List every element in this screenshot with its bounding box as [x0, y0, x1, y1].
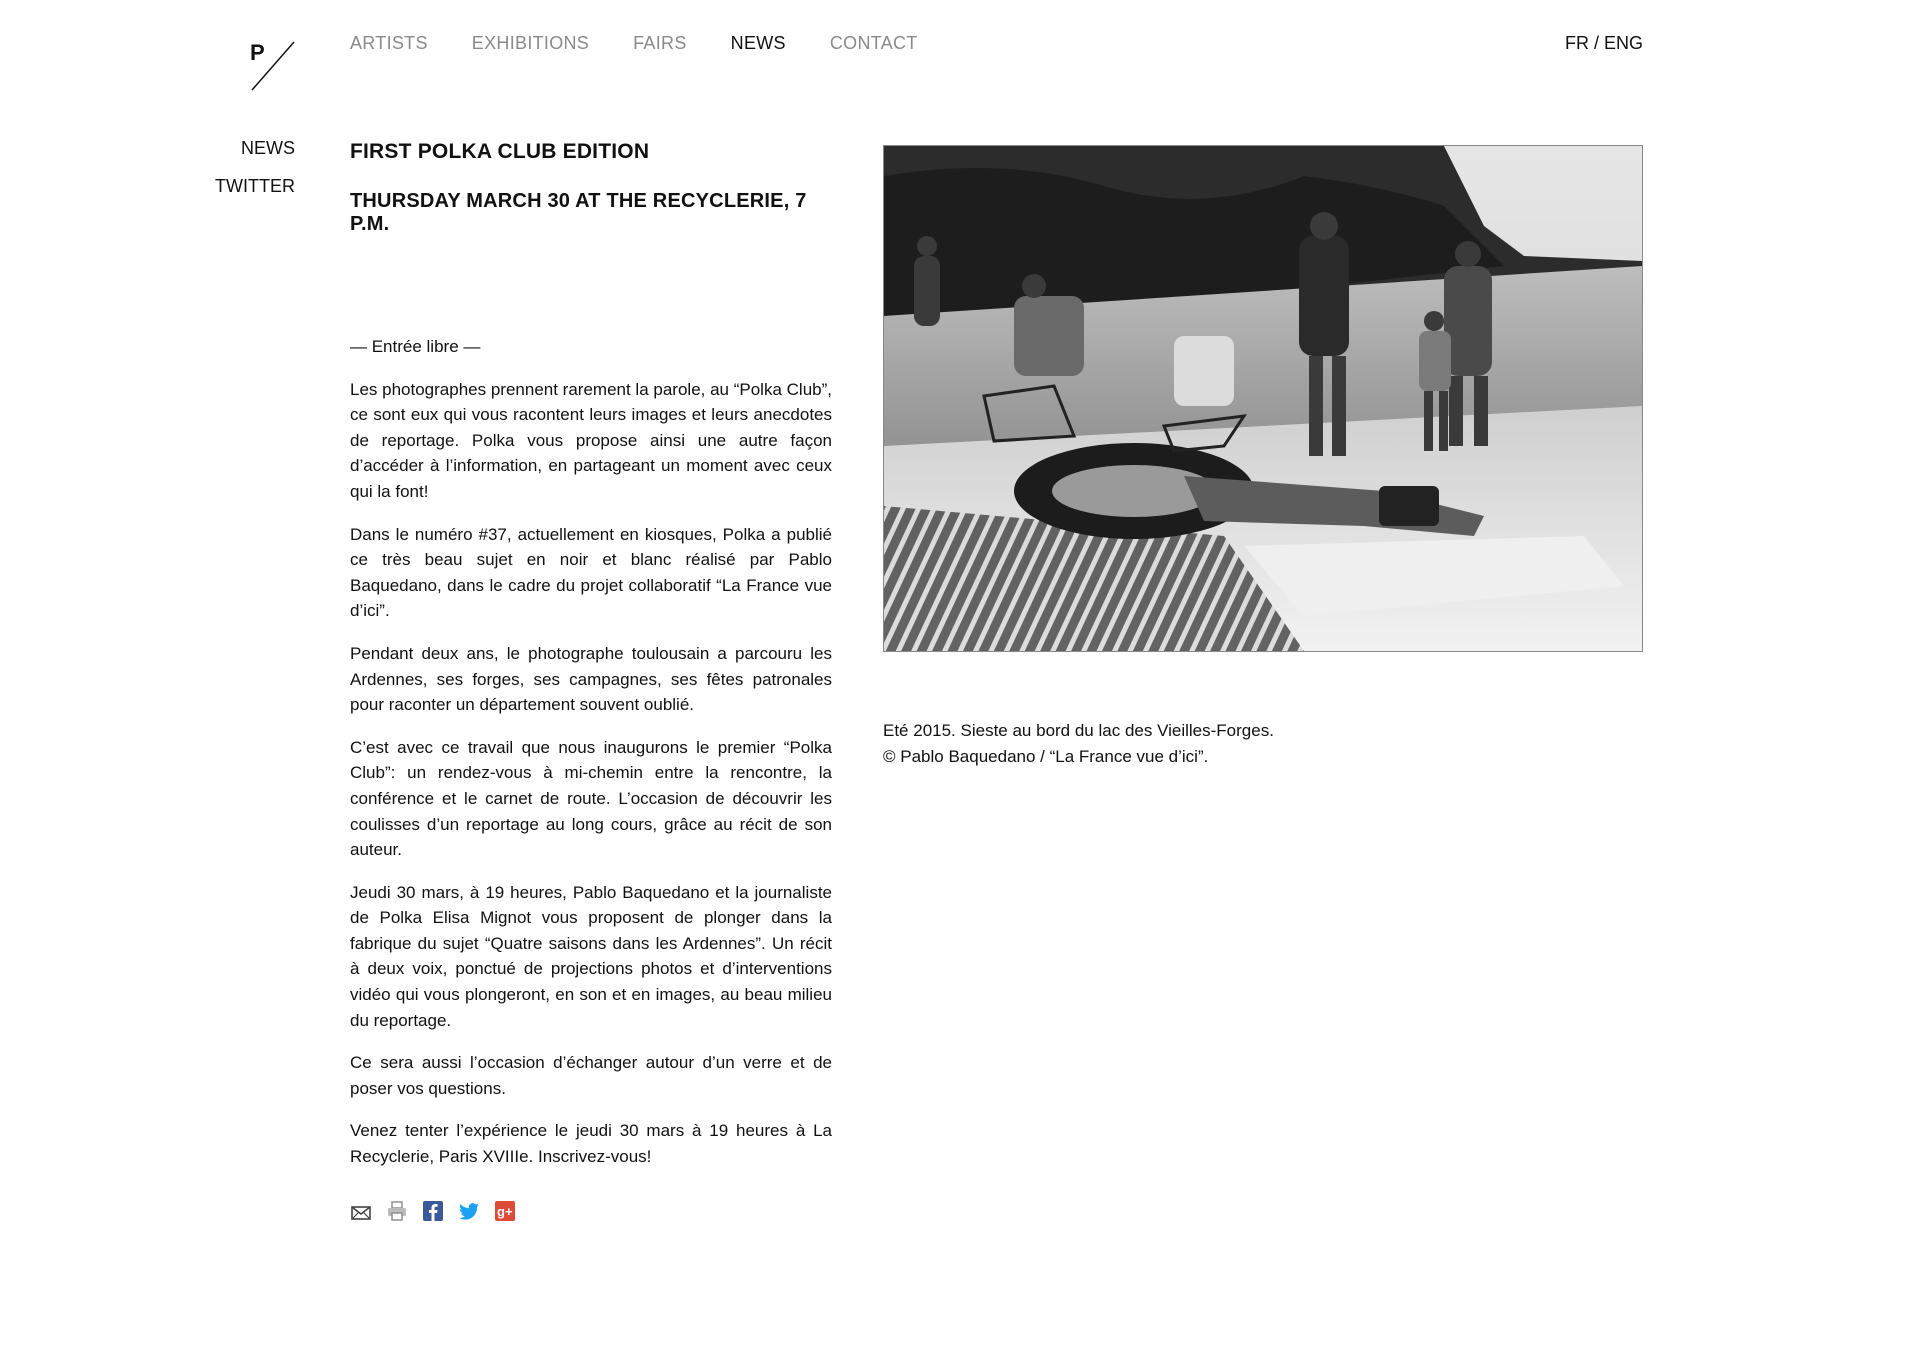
lang-separator: / — [1588, 33, 1604, 53]
email-icon[interactable] — [350, 1200, 372, 1222]
article-paragraph: Ce sera aussi l’occasion d’échanger autour d’un verre et de poser vos questions. — [350, 1053, 832, 1098]
print-icon[interactable] — [386, 1200, 408, 1222]
article-paragraph: Dans le numéro #37, actuellement en kiosques, Polka a publié ce très beau sujet en noir et blanc réalisé par Pablo Baquedano, dans le cadre du projet collaboratif “La France vue d’ici”. — [350, 524, 832, 621]
language-switcher — [1565, 33, 1643, 54]
article-body — [350, 334, 832, 1170]
logo[interactable] — [248, 40, 298, 92]
caption-line-2: © Pablo Baquedano / “La France vue d’ici”. — [883, 746, 1209, 766]
lang-eng[interactable]: ENG — [1603, 33, 1643, 53]
article-paragraph: Jeudi 30 mars, à 19 heures, Pablo Baquedano et la journaliste de Polka Elisa Mignot vous proposent de plonger dans la fabrique du sujet “Quatre saisons dans les Ardennes”. Un récit à deux voix, ponctué de projections photos et d’interventions vidéo qui vous plongeront, en son et en images, au beau milieu du reportage. — [350, 882, 832, 1030]
sidebar — [215, 138, 295, 214]
article-subtitle: THURSDAY MARCH 30 AT THE RECYCLERIE, 7 P.M. — [350, 190, 807, 235]
article-photo[interactable] — [883, 145, 1643, 652]
article-paragraph: — Entrée libre — — [350, 337, 481, 356]
share-bar — [350, 1200, 516, 1222]
facebook-icon[interactable] — [422, 1200, 444, 1222]
nav-contact[interactable]: CONTACT — [829, 33, 918, 53]
sidebar-item-news[interactable]: NEWS — [241, 138, 295, 158]
article-paragraph: Venez tenter l’expérience le jeudi 30 mars à 19 heures à La Recyclerie, Paris XVIIIe. Inscrivez-vous! — [350, 1121, 832, 1167]
caption-line-1: Eté 2015. Sieste au bord du lac des Vieilles-Forges. — [883, 721, 1274, 740]
photo-caption — [883, 718, 1274, 769]
google-plus-icon[interactable] — [494, 1200, 516, 1222]
article-paragraph: C’est avec ce travail que nous inaugurons le premier “Polka Club”: un rendez-vous à mi-chemin entre la rencontre, la conférence et le carnet de route. L’occasion de découvrir les coulisses d’un reportage au long cours, grâce au récit de son auteur. — [350, 737, 832, 860]
article-paragraph: Les photographes prennent rarement la parole, au “Polka Club”, ce sont eux qui vous racontent leurs images et leurs anecdotes de reportage. Polka vous propose ainsi une autre façon d’accéder à l’information, en partageant un moment avec ceux qui la font! — [350, 379, 832, 501]
main-nav — [350, 33, 918, 54]
article-paragraph: Pendant deux ans, le photographe toulousain a parcouru les Ardennes, ses forges, ses campagnes, ses fêtes patronales pour raconter un département souvent oublié. — [350, 643, 832, 715]
nav-artists[interactable]: ARTISTS — [350, 33, 428, 53]
beach-photo-illustration — [884, 146, 1642, 651]
nav-news[interactable]: NEWS — [730, 33, 786, 53]
twitter-icon[interactable] — [458, 1200, 480, 1222]
lang-fr[interactable]: FR — [1564, 33, 1589, 53]
article-title: FIRST POLKA CLUB EDITION — [350, 140, 650, 163]
logo-letter: P — [250, 40, 265, 65]
sidebar-item-twitter[interactable]: TWITTER — [215, 176, 295, 196]
news-article — [350, 140, 832, 1187]
svg-text:g+: g+ — [497, 1204, 513, 1219]
nav-exhibitions[interactable]: EXHIBITIONS — [471, 33, 590, 53]
nav-fairs[interactable]: FAIRS — [633, 33, 687, 53]
